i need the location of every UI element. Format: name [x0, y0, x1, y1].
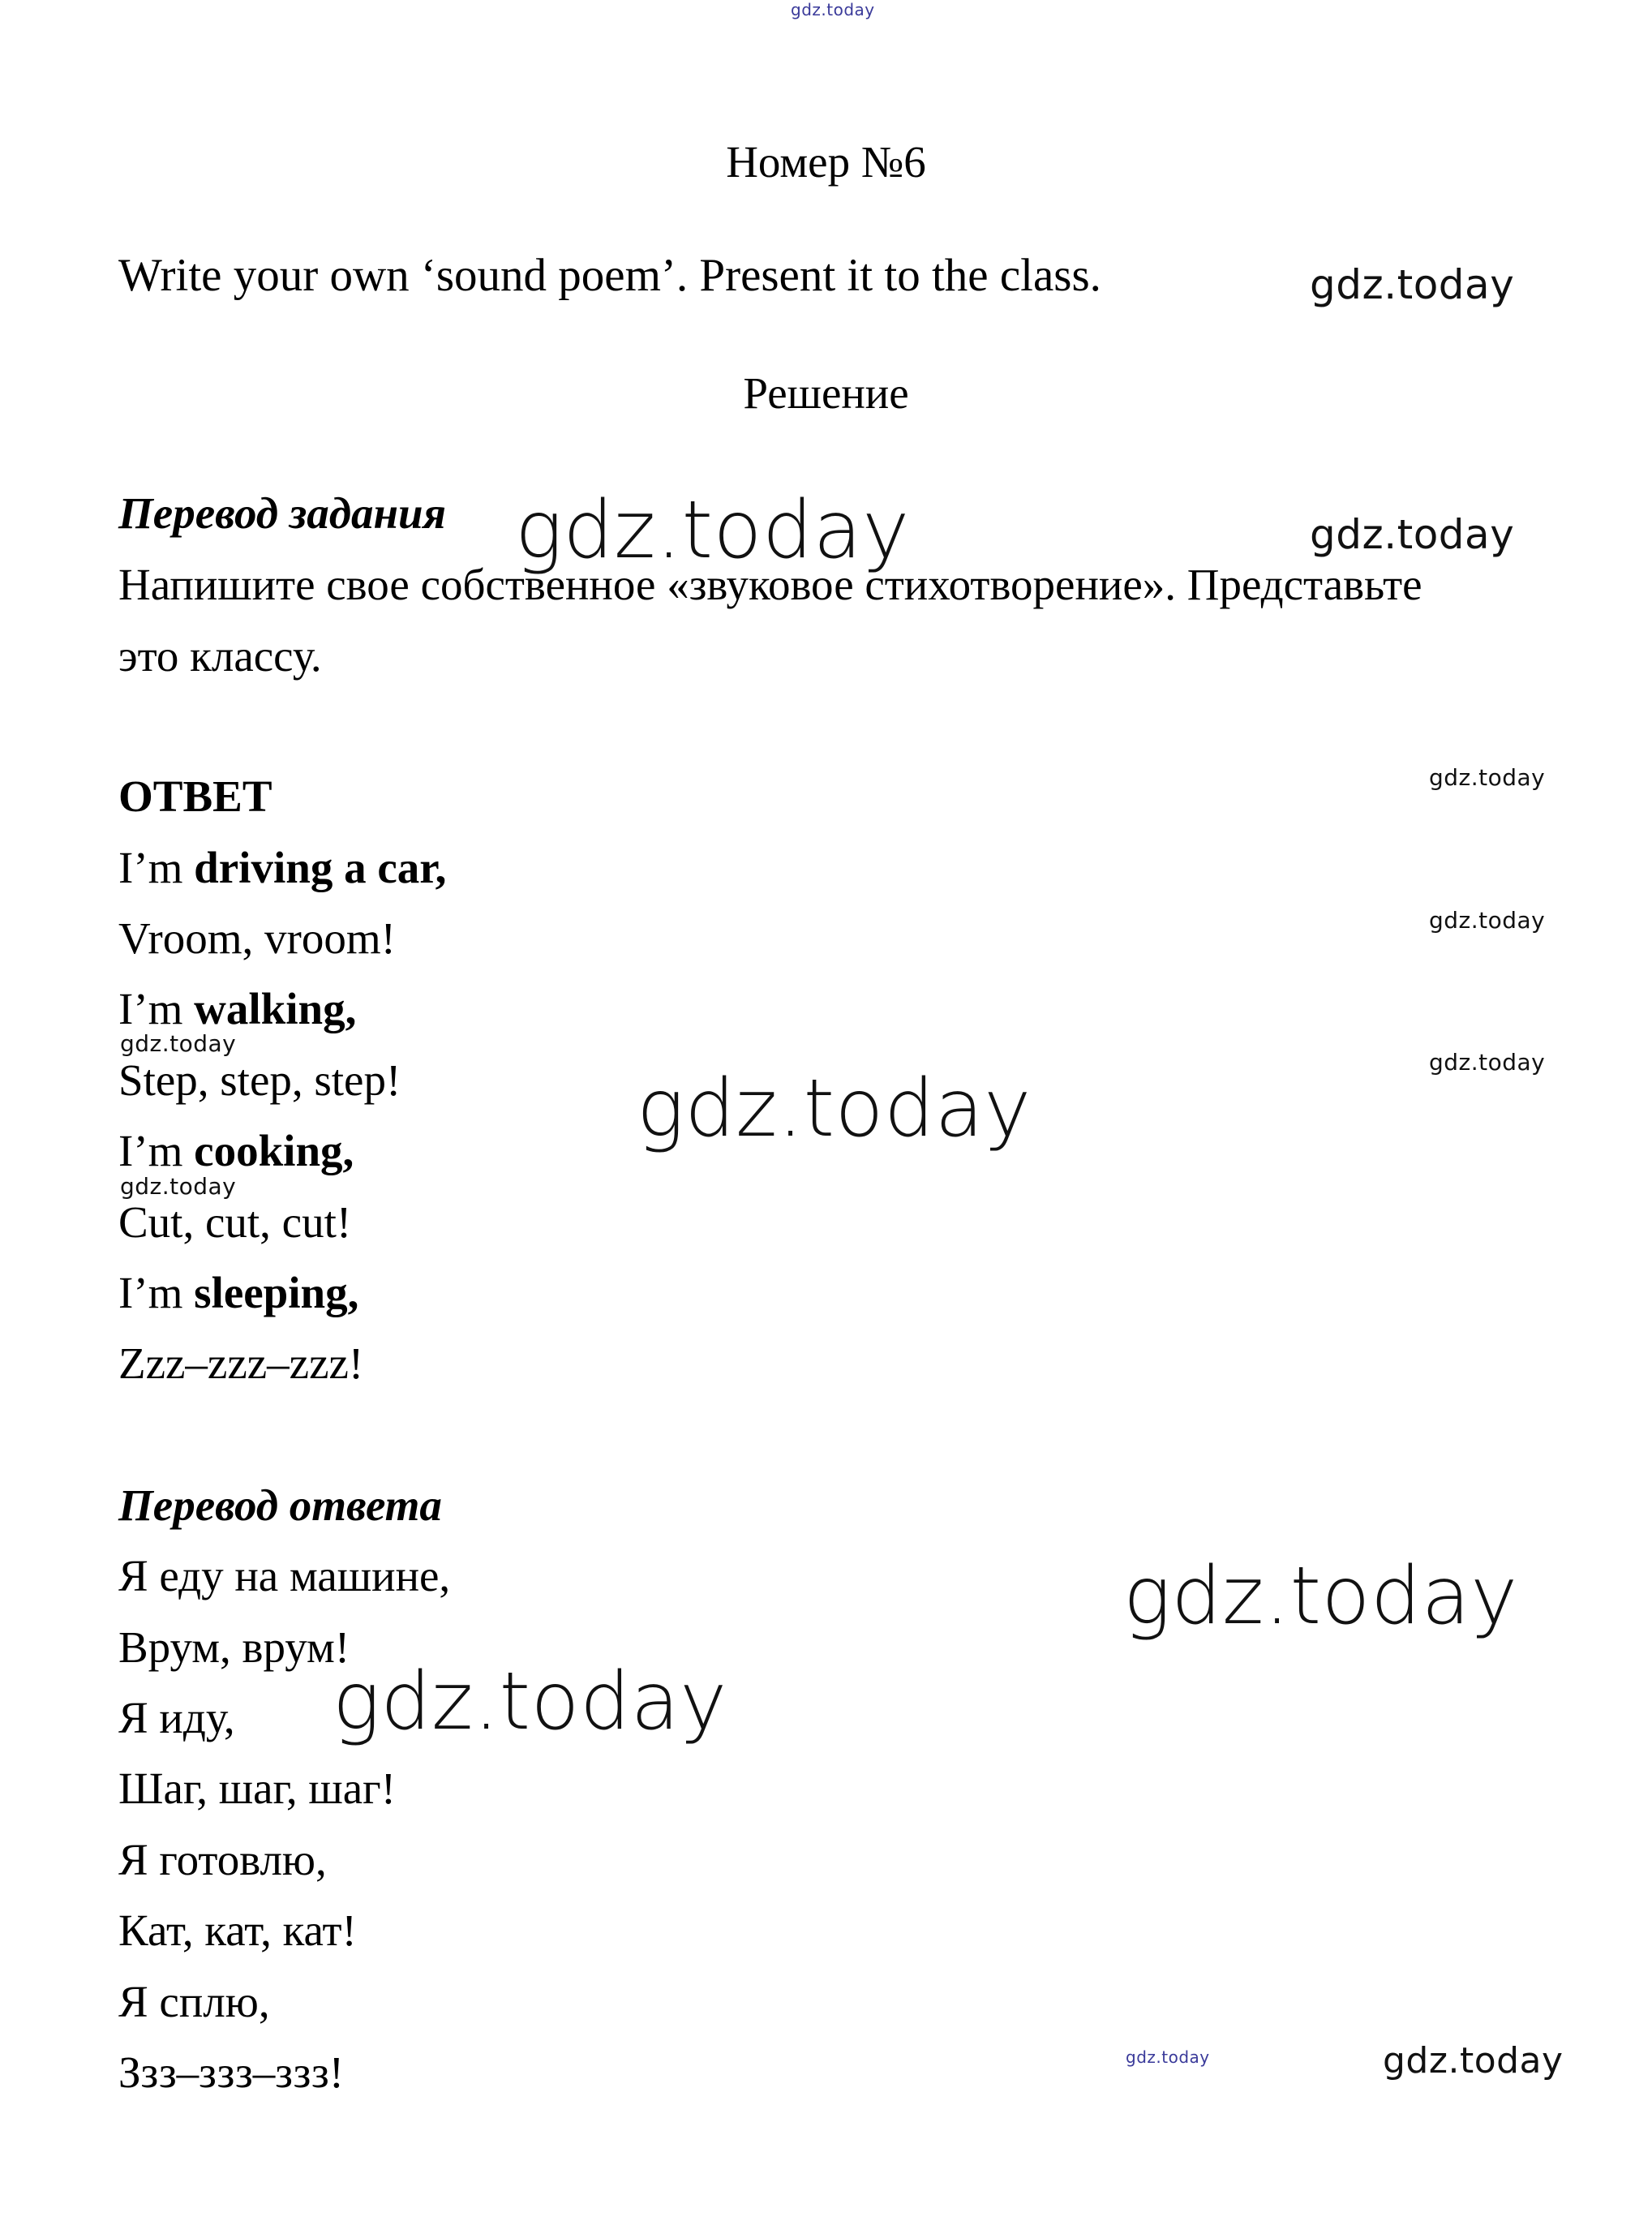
solution-heading: Решение [743, 368, 909, 418]
watermark: gdz.today [120, 1173, 237, 1200]
watermark: gdz.today [1383, 2040, 1564, 2081]
translation-line: Я готовлю, [118, 1835, 327, 1884]
poem-line: Step, step, step! [118, 1055, 401, 1105]
watermark: gdz.today [1429, 907, 1546, 934]
watermark: gdz.today [333, 1656, 727, 1748]
translation-line: Ззз–ззз–ззз! [118, 2047, 345, 2097]
watermark: gdz.today [1429, 1049, 1546, 1076]
watermark: gdz.today [1429, 764, 1546, 791]
translation-line: Шаг, шаг, шаг! [118, 1764, 397, 1813]
watermark: gdz.today [1126, 2047, 1210, 2067]
task-translation-line: Напишите свое собственное «звуковое стихотворение». Представьте [118, 560, 1422, 609]
poem-line: I’m driving a car, [118, 843, 447, 892]
translation-line: Я иду, [118, 1693, 235, 1742]
translation-line: Я сплю, [118, 1977, 270, 2026]
watermark: gdz.today [515, 484, 910, 577]
poem-line: I’m cooking, [118, 1126, 354, 1175]
watermark: gdz.today [637, 1063, 1032, 1155]
watermark: gdz.today [1123, 1550, 1518, 1643]
task-text: Write your own ‘sound poem’. Present it to the class. [118, 250, 1101, 301]
task-translation-line: это классу. [118, 631, 322, 681]
poem-line: I’m walking, [118, 984, 357, 1033]
answer-heading: ОТВЕТ [118, 771, 272, 821]
watermark: gdz.today [791, 0, 875, 19]
page-heading: Номер №6 [726, 137, 926, 187]
poem-line: Vroom, vroom! [118, 913, 396, 963]
poem-line: Zzz–zzz–zzz! [118, 1338, 364, 1388]
watermark: gdz.today [1310, 511, 1515, 558]
watermark: gdz.today [120, 1030, 237, 1057]
watermark: gdz.today [1310, 261, 1515, 308]
task-translation-heading: Перевод задания [118, 488, 446, 538]
poem-line: Cut, cut, cut! [118, 1197, 352, 1247]
translation-line: Врум, врум! [118, 1622, 350, 1672]
answer-translation-heading: Перевод ответа [118, 1480, 442, 1530]
poem-line: I’m sleeping, [118, 1268, 359, 1317]
translation-line: Кат, кат, кат! [118, 1905, 357, 1955]
translation-line: Я еду на машине, [118, 1551, 451, 1600]
